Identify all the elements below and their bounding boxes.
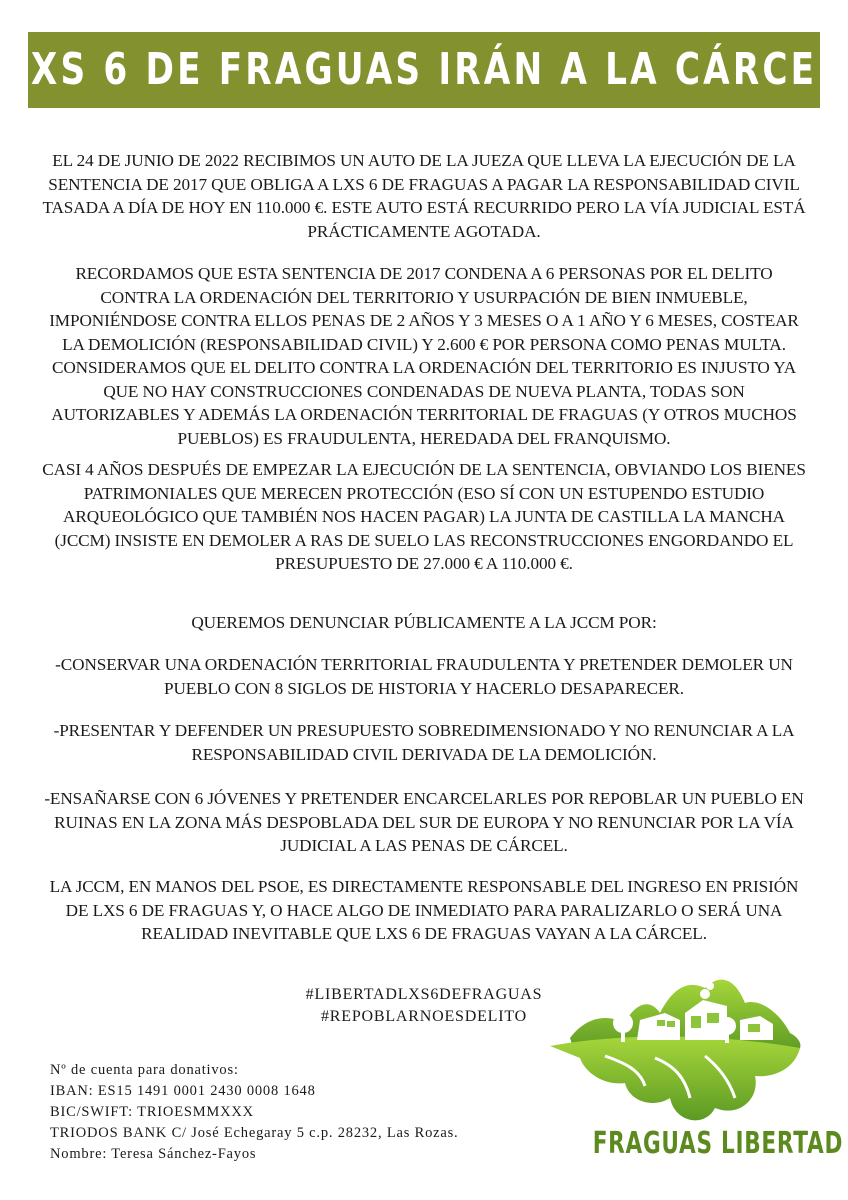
village-on-leaves-icon [545,958,820,1128]
donation-info [50,1060,458,1165]
paragraph-text: -ENSAÑARSE CON 6 JÓVENES Y PRETENDER ENCARCELARLES POR REPOBLAR UN PUEBLO EN RUINAS EN LA ZONA MÁS DESPOBLADA DEL SUR DE EUROPA Y NO RENUNCIAR POR LA VÍA JUDICIAL A LAS PENAS DE CÁRCEL. [44,789,804,855]
donation-bank: TRIODOS BANK C/ José Echegaray 5 c.p. 28232, Las Rozas. [50,1125,459,1141]
page-title: LXS 6 DE FRAGUAS IRÁN A LA CÁRCEL [5,44,843,95]
paragraph-ejecucion [40,458,808,576]
list-item-presentar [40,719,808,766]
hashtags [300,984,548,1028]
title-banner [5,32,843,108]
hashtag-libertad: #LIBERTADLXS6DEFRAGUAS [305,986,543,1003]
logo-text: FRAGUAS LIBERTAD [592,1126,844,1161]
donation-heading: Nº de cuenta para donativos: [50,1062,239,1078]
paragraph-sentencia-2017 [40,262,808,450]
donation-bic: BIC/SWIFT: TRIOESMMXXX [50,1104,254,1120]
paragraph-text: -CONSERVAR UNA ORDENACIÓN TERRITORIAL FRAUDULENTA Y PRETENDER DEMOLER UN PUEBLO CON 8 SIGLOS DE HISTORIA Y HACERLO DESAPARECER. [55,655,793,698]
hashtag-repoblar: #REPOBLARNOESDELITO [320,1008,528,1025]
list-item-conservar [40,653,808,700]
donation-name: Nombre: Teresa Sánchez-Fayos [50,1146,257,1162]
paragraph-text: LA JCCM, EN MANOS DEL PSOE, ES DIRECTAMENTE RESPONSABLE DEL INGRESO EN PRISIÓN DE LXS 6 DE FRAGUAS Y, O HACE ALGO DE INMEDIATO PARA PARALIZARLO O SERÁ UNA REALIDAD INEVITABLE QUE LXS 6 DE FRAGUAS VAYAN A LA CÁRCEL. [49,877,799,943]
paragraph-conclusion [40,875,808,946]
list-item-ensanarse [40,787,808,858]
paragraph-auto-jueza [40,149,808,243]
paragraph-text: CASI 4 AÑOS DESPUÉS DE EMPEZAR LA EJECUCIÓN DE LA SENTENCIA, OBVIANDO LOS BIENES PATRIMONIALES QUE MERECEN PROTECCIÓN (ESO SÍ CON UN ESTUPENDO ESTUDIO ARQUEOLÓGICO QUE TAMBIÉN NOS HACEN PAGAR) LA JUNTA DE CASTILLA LA MANCHA (JCCM) INSISTE EN DEMOLER A RAS DE SUELO LAS RECONSTRUCCIONES ENGORDANDO EL PRESUPUESTO DE 27.000 € A 110.000 €. [42,460,806,573]
paragraph-text: -PRESENTAR Y DEFENDER UN PRESUPUESTO SOBREDIMENSIONADO Y NO RENUNCIAR A LA RESPONSABILIDAD CIVIL DERIVADA DE LA DEMOLICIÓN. [53,721,795,764]
paragraph-text: RECORDAMOS QUE ESTA SENTENCIA DE 2017 CONDENA A 6 PERSONAS POR EL DELITO CONTRA LA ORDENACIÓN DEL TERRITORIO Y USURPACIÓN DE BIEN INMUEBLE, IMPONIÉNDOSE CONTRA ELLOS PENAS DE 2 AÑOS Y 3 MESES O A 1 AÑO Y 6 MESES, COSTEAR LA DEMOLICIÓN (RESPONSABILIDAD CIVIL) Y 2.600 € POR PERSONA COMO PENAS MULTA. CONSIDERAMOS QUE EL DELITO CONTRA LA ORDENACIÓN DEL TERRITORIO ES INJUSTO YA QUE NO HAY CONSTRUCCIONES CONDENADAS DE NUEVA PLANTA, TODAS SON AUTORIZABLES Y ADEMÁS LA ORDENACIÓN TERRITORIAL DE FRAGUAS (Y OTROS MUCHOS PUEBLOS) ES FRAUDULENTA, HEREDADA DEL FRANQUISMO. [49,264,799,448]
paragraph-text: QUEREMOS DENUNCIAR PÚBLICAMENTE A LA JCCM POR: [191,613,657,632]
paragraph-text: EL 24 DE JUNIO DE 2022 RECIBIMOS UN AUTO DE LA JUEZA QUE LLEVA LA EJECUCIÓN DE LA SENTENCIA DE 2017 QUE OBLIGA A LXS 6 DE FRAGUAS A PAGAR LA RESPONSABILIDAD CIVIL TASADA A DÍA DE HOY EN 110.000 €. ESTE AUTO ESTÁ RECURRIDO PERO LA VÍA JUDICIAL ESTÁ PRÁCTICAMENTE AGOTADA. [42,151,806,241]
fraguas-libertad-logo [545,958,844,1170]
paragraph-denuncia-intro [40,611,808,635]
donation-iban: IBAN: ES15 1491 0001 2430 0008 1648 [50,1083,316,1099]
